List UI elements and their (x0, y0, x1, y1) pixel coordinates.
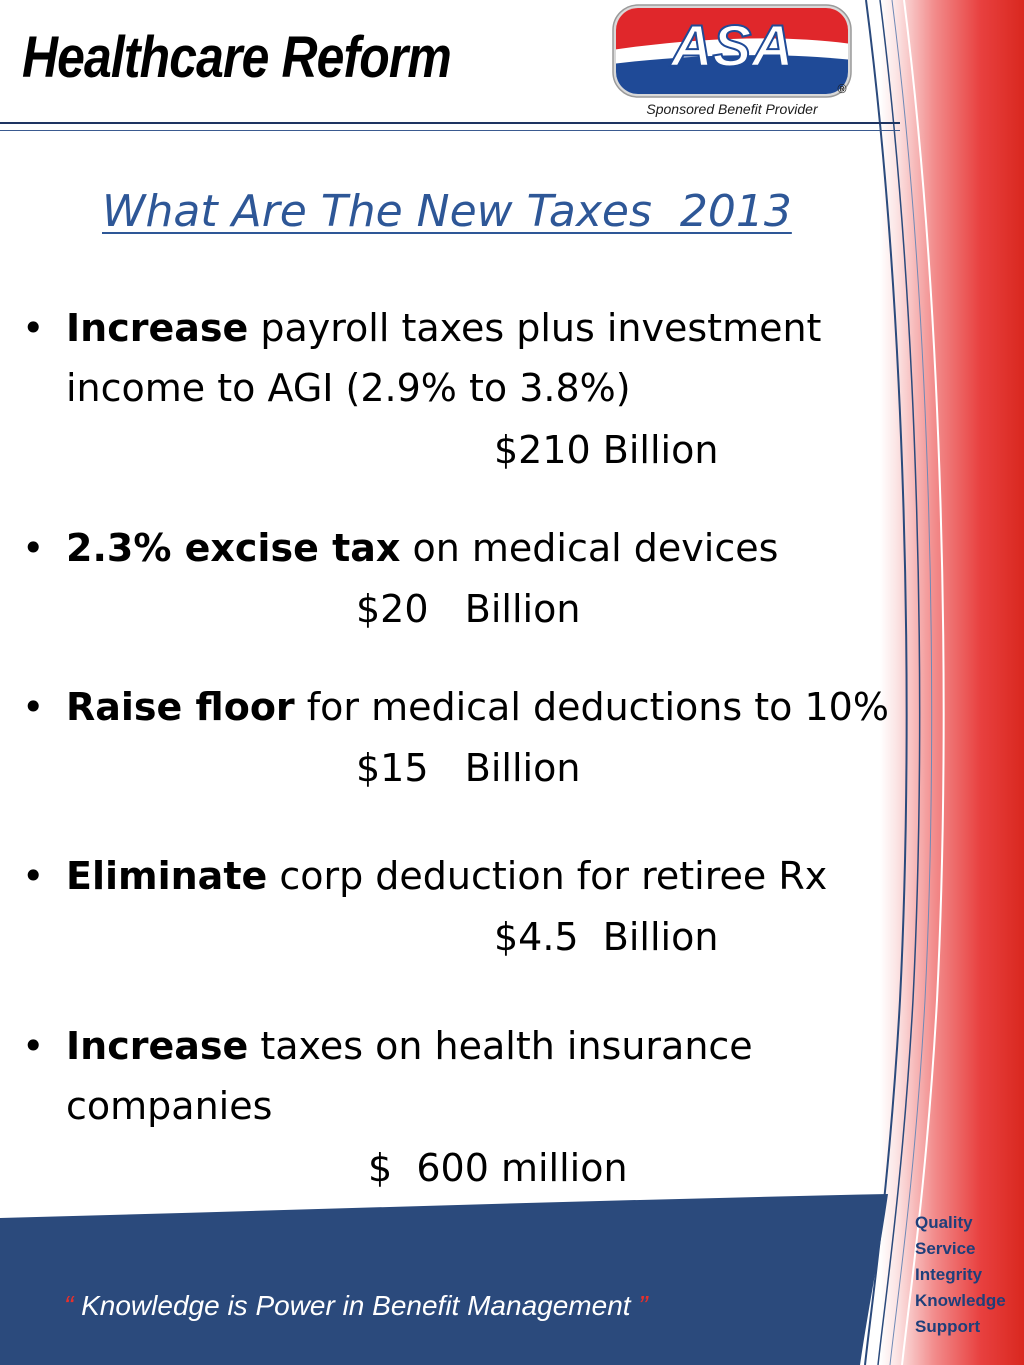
registered-mark: ® (836, 82, 848, 96)
slide-title: What Are The New Taxes 2013 (102, 186, 792, 237)
tax-item-description: on medical devices (400, 526, 779, 570)
tax-item-text (66, 1016, 826, 1136)
bullet-icon: • (22, 1024, 45, 1068)
value-item-integrity: Integrity (915, 1265, 983, 1284)
tax-item-description: taxes on health insurance companies (66, 1024, 753, 1128)
tax-item-amount: $15 Billion (356, 746, 581, 790)
header-divider-secondary (0, 130, 900, 131)
open-quote-mark: “ (64, 1290, 74, 1321)
tax-item-description: corp deduction for retiree Rx (267, 854, 828, 898)
footer-quote (64, 1290, 648, 1322)
close-quote-mark: ” (638, 1290, 648, 1321)
tax-item-keyword: 2.3% excise tax (66, 526, 401, 570)
tax-item-keyword: Eliminate (66, 854, 268, 898)
tax-item-description: payroll taxes plus investment income to AGI (2.9% to 3.8%) (66, 306, 822, 410)
tax-item-amount: $20 Billion (356, 587, 581, 631)
value-item-service: Service (915, 1239, 976, 1258)
bullet-icon: • (22, 526, 45, 570)
right-red-band (880, 0, 1024, 1365)
tax-item-text (66, 298, 896, 418)
tax-item-keyword: Raise floor (66, 685, 295, 729)
tax-item-amount: $4.5 Billion (494, 915, 719, 959)
value-item-quality: Quality (915, 1213, 973, 1232)
footer-quote-text: Knowledge is Power in Benefit Management (81, 1290, 631, 1321)
footer-band (0, 1190, 900, 1365)
tax-item-amount: $ 600 million (368, 1146, 628, 1190)
bullet-icon: • (22, 854, 45, 898)
tax-item-description: for medical deductions to 10% (294, 685, 889, 729)
bullet-icon: • (22, 306, 45, 350)
asa-logo (612, 4, 852, 122)
tax-item-text (66, 518, 896, 578)
tax-item-text (66, 677, 896, 737)
bullet-icon: • (22, 685, 45, 729)
header-title: Healthcare Reform (22, 25, 451, 90)
tax-item-keyword: Increase (66, 1024, 249, 1068)
asa-logo-wordmark: ASA (670, 14, 794, 79)
header-divider (0, 122, 900, 124)
value-item-support: Support (915, 1317, 981, 1336)
value-item-knowledge: Knowledge (915, 1291, 1006, 1310)
logo-caption: Sponsored Benefit Provider (646, 101, 818, 117)
asa-logo-badge (612, 4, 852, 99)
company-values-list (915, 1210, 1006, 1340)
tax-item-keyword: Increase (66, 306, 249, 350)
tax-item-text (66, 846, 896, 906)
tax-item-amount: $210 Billion (494, 428, 719, 472)
